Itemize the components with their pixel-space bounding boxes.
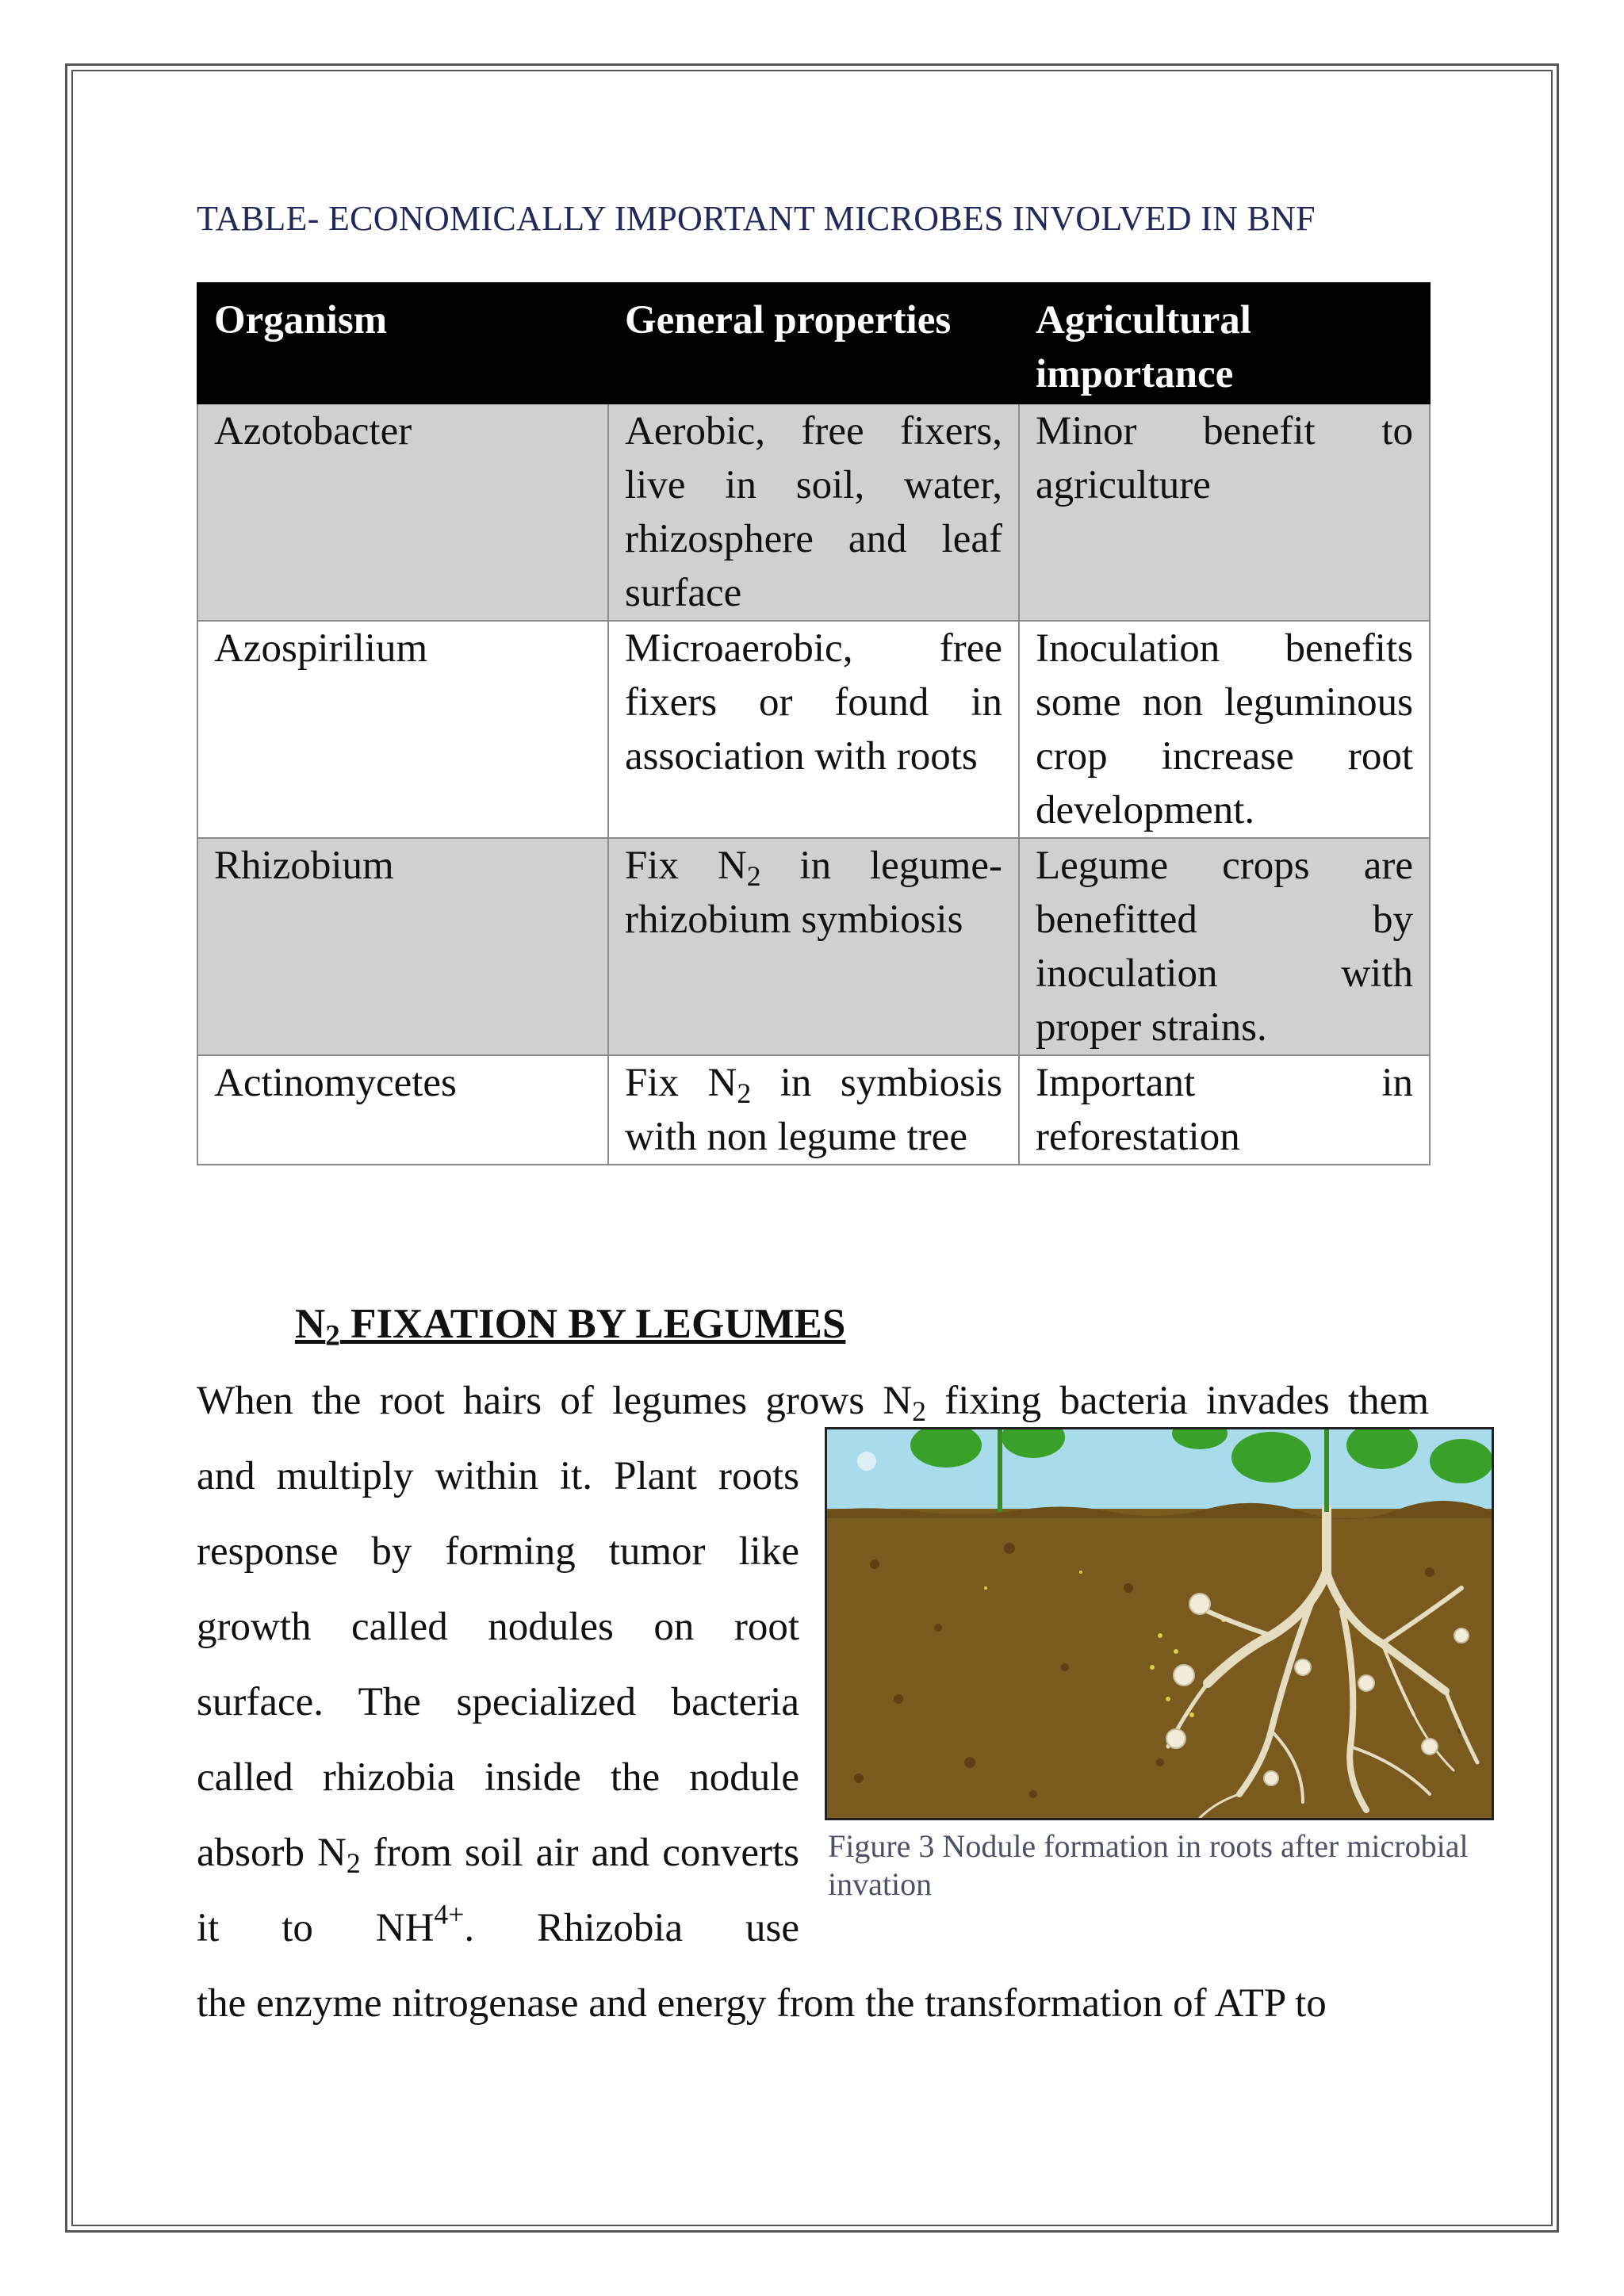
cell-organism: Azotobacter [197, 404, 608, 621]
table-row [197, 1055, 1430, 1165]
cell-properties: Aerobic, free fixers, live in soil, water, rhizosphere and leaf surface [608, 404, 1019, 621]
cell-importance: Minor benefit to agriculture [1019, 404, 1430, 621]
header-general-properties: General properties [608, 283, 1019, 404]
cell-importance: Important in reforestation [1019, 1055, 1430, 1165]
paragraph-wrapped: and multiply within it. Plant roots response by forming tumor like growth called nodules on root surface. The specialized bacteria called rhizobia inside the nodule absorb $N_2$ from soil air and converts it to $NH^{4+}$. Rhizobia use [197, 1454, 799, 1950]
cell-organism: Rhizobium [197, 838, 608, 1055]
cell-properties: Fix $N_2$ in legume-rhizobium symbiosis [608, 838, 1019, 1055]
cell-properties: Fix $N_2$ in symbiosis with non legume tree [608, 1055, 1019, 1165]
cell-organism: Actinomycetes [197, 1055, 608, 1165]
paragraph-line-last: the enzyme nitrogenase and energy from the transformation of ATP to [197, 1981, 1327, 2026]
table-row [197, 838, 1430, 1055]
table-row [197, 621, 1430, 838]
paragraph-line-1: When the root hairs of legumes grows $N_2$ fixing bacteria invades them [197, 1379, 1429, 1427]
cell-importance: Legume crops are benefitted by inoculation with proper strains. [1019, 838, 1430, 1055]
nodule-figure [825, 1427, 1494, 1820]
header-agricultural-importance: Agricultural importance [1019, 283, 1430, 404]
cell-properties: Microaerobic, free fixers or found in association with roots [608, 621, 1019, 838]
microbes-table [197, 282, 1431, 1165]
figure-caption: Figure 3 Nodule formation in roots after microbial invation [828, 1828, 1469, 1902]
header-organism: Organism [197, 283, 608, 404]
nodule-illustration [827, 1429, 1492, 1818]
table-header-row [197, 283, 1430, 404]
cell-importance: Inoculation benefits some non leguminous crop increase root development. [1019, 621, 1430, 838]
table-title: TABLE- ECONOMICALLY IMPORTANT MICROBES INVOLVED IN BNF [197, 199, 1316, 238]
plant-stem [1324, 1429, 1329, 1512]
section-heading: $N_2$ FIXATION BY LEGUMES [295, 1301, 846, 1353]
table-row [197, 404, 1430, 621]
logo-mark [857, 1452, 876, 1471]
plant-stem [998, 1429, 1002, 1512]
cell-organism: Azospirilium [197, 621, 608, 838]
